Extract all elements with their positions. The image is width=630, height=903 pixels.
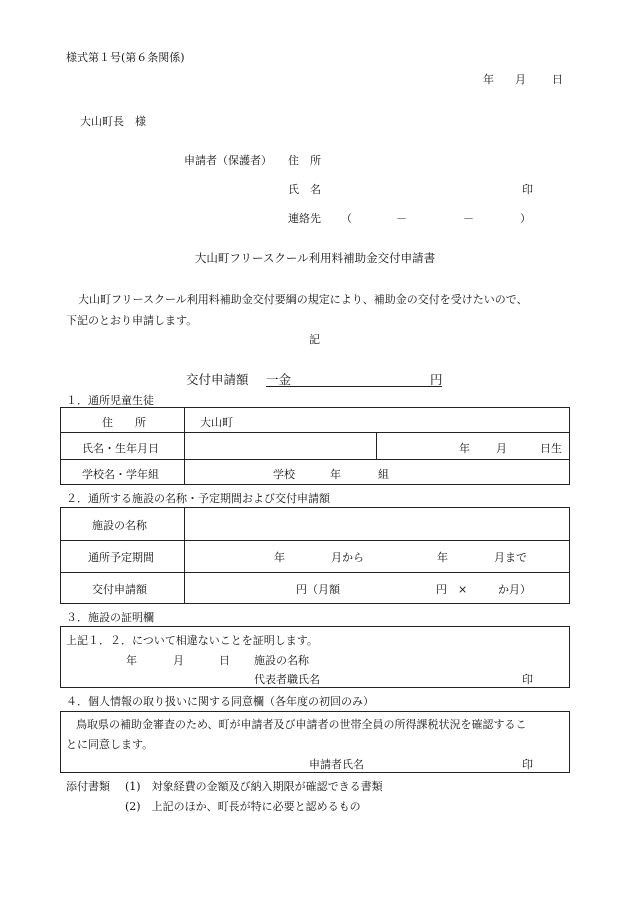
contact-dash-2: －: [463, 212, 474, 225]
applicant-seal: 印: [522, 183, 533, 196]
form-number: 様式第１号(第６条関係): [66, 51, 185, 64]
contact-open-paren: （: [341, 212, 352, 225]
s3-day: 日: [219, 654, 230, 667]
s2-amount-yen: 円（月額: [296, 583, 340, 596]
body-line-2: 下記のとおり申請します。: [66, 314, 198, 327]
contact-dash-1: －: [396, 212, 407, 225]
applicant-contact-label: 連絡先: [288, 212, 321, 225]
date-day-label: 日: [552, 73, 563, 86]
contact-close-paren: ）: [520, 212, 531, 225]
s1-name-birth-label: 氏名・生年月日: [82, 442, 159, 455]
document-title: 大山町フリースクール利用料補助金交付申請書: [194, 251, 436, 265]
applicant-name-label: 氏 名: [288, 183, 321, 196]
s3-rep-label: 代表者職氏名: [254, 673, 320, 686]
s1-birth-day: 日生: [540, 442, 562, 455]
section3-heading: ３．施設の証明欄: [66, 611, 154, 624]
s3-month: 月: [173, 654, 184, 667]
applicant-address-label: 住 所: [288, 154, 321, 167]
amount-prefix: 一金: [266, 372, 292, 387]
attachments-label: 添付書類: [66, 780, 110, 793]
s1-class: 組: [378, 468, 389, 481]
s2-period-label: 通所予定期間: [88, 551, 154, 564]
date-year-label: 年: [483, 73, 494, 86]
s2-from-month: 月から: [331, 551, 364, 564]
addressee: 大山町長 様: [80, 115, 146, 128]
s2-amount-label: 交付申請額: [92, 583, 147, 596]
attachment-item-2: (2) 上記のほか、町長が特に必要と認めるもの: [125, 800, 361, 813]
body-line-1: 大山町フリースクール利用料補助金交付要綱の規定により、補助金の交付を受けたいので、: [78, 293, 528, 306]
s1-birth-year: 年: [459, 442, 470, 455]
date-month-label: 月: [515, 73, 526, 86]
s1-address-value[interactable]: 大山町: [200, 416, 233, 429]
s2-from-year: 年: [274, 551, 285, 564]
s3-cert-text: 上記１．２．について相違ないことを証明します。: [66, 634, 318, 647]
attachment-item-1: (1) 対象経費の金額及び納入期限が確認できる書類: [125, 780, 383, 793]
s2-amount-monthly: 円 ×: [436, 583, 468, 596]
amount-unit: 円: [430, 372, 443, 387]
amount-field[interactable]: [266, 370, 442, 387]
section2-heading: ２．通所する施設の名称・予定期間および交付申請額: [66, 492, 330, 505]
s2-facility-label: 施設の名称: [92, 519, 147, 532]
s4-text-line-2: とに同意します。: [66, 738, 154, 751]
s3-facility-name-label: 施設の名称: [254, 654, 309, 667]
s4-text-line-1: 鳥取県の補助金審査のため、町が申請者及び申請者の世帯全員の所得課税状況を確認するこ: [76, 718, 527, 731]
s1-address-label: 住 所: [102, 416, 146, 429]
s3-seal: 印: [522, 673, 533, 686]
s4-seal: 印: [522, 758, 533, 771]
ki-label: 記: [309, 333, 320, 346]
section1-heading: １．通所児童生徒: [66, 394, 154, 407]
s1-school: 学校: [273, 468, 295, 481]
s1-grade: 年: [330, 468, 341, 481]
s2-to-month: 月まで: [494, 551, 527, 564]
applicant-role: 申請者（保護者）: [184, 154, 272, 167]
s1-school-label: 学校名・学年組: [82, 468, 159, 481]
s2-to-year: 年: [437, 551, 448, 564]
s2-amount-months: か月）: [498, 583, 531, 596]
s1-birth-month: 月: [496, 442, 507, 455]
amount-label: 交付申請額: [186, 372, 249, 387]
s4-applicant-name-label: 申請者氏名: [309, 758, 364, 771]
s3-year: 年: [126, 654, 137, 667]
section4-heading: ４．個人情報の取り扱いに関する同意欄（各年度の初回のみ）: [66, 695, 374, 708]
